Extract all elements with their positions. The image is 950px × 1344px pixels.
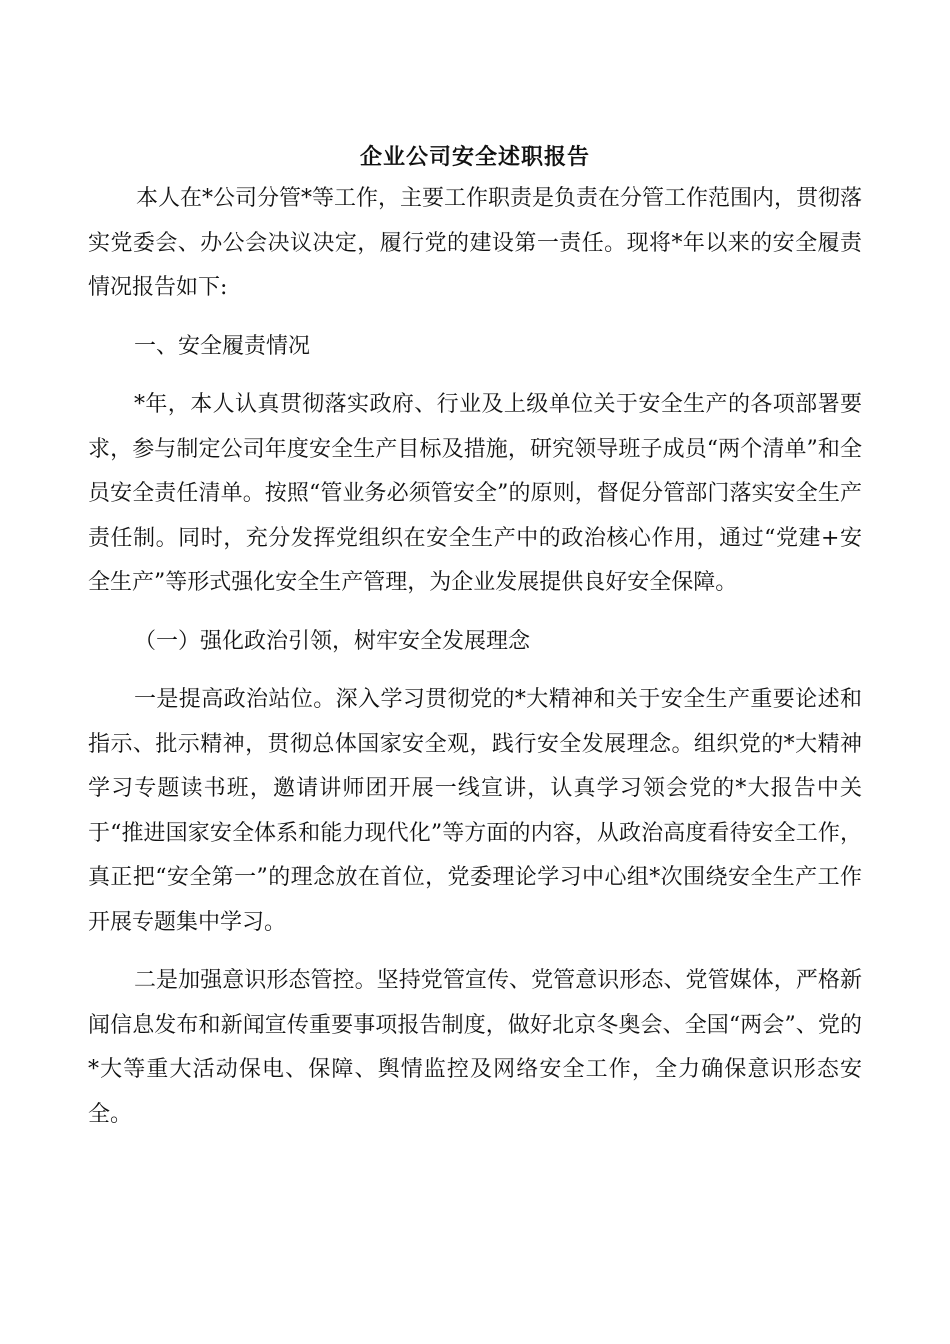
section-1-heading: 一、安全履责情况: [134, 333, 311, 359]
intro-paragraph: 本人在*公司分管*等工作，主要工作职责是负责在分管工作范围内，贯彻落实党委会、办公会决议决定，履行党的建设第一责任。现将*年以来的安全履责情况报告如下:: [88, 186, 863, 300]
subsection-1-paragraph-2: 二是加强意识形态管控。坚持党管宣传、党管意识形态、党管媒体，严格新闻信息发布和新闻宣传重要事项报告制度，做好北京冬奥会、全国“两会”、党的*大等重大活动保电、保障、舆情监控及网络安全工作，全力确保意识形态安全。: [88, 968, 862, 1127]
section-1-paragraph: *年，本人认真贯彻落实政府、行业及上级单位关于安全生产的各项部署要求，参与制定公司年度安全生产目标及措施，研究领导班子成员“两个清单”和全员安全责任清单。按照“管业务必须管安全”的原则，督促分管部门落实安全生产责任制。同时，充分发挥党组织在安全生产中的政治核心作用，通过“党建+安全生产”等形式强化安全生产管理，为企业发展提供良好安全保障。: [88, 392, 862, 595]
subsection-1-paragraph-1: 一是提高政治站位。深入学习贯彻党的*大精神和关于安全生产重要论述和指示、批示精神，贯彻总体国家安全观，践行安全发展理念。组织党的*大精神学习专题读书班，邀请讲师团开展一线宣讲，认真学习领会党的*大报告中关于“推进国家安全体系和能力现代化”等方面的内容，从政治高度看待安全工作，真正把“安全第一”的理念放在首位，党委理论学习中心组*次围绕安全生产工作开展专题集中学习。: [88, 687, 862, 935]
subsection-1-heading: （一）强化政治引领，树牢安全发展理念: [134, 628, 531, 654]
document-title: 企业公司安全述职报告: [359, 144, 590, 170]
document-page: [88, 140, 862, 1137]
